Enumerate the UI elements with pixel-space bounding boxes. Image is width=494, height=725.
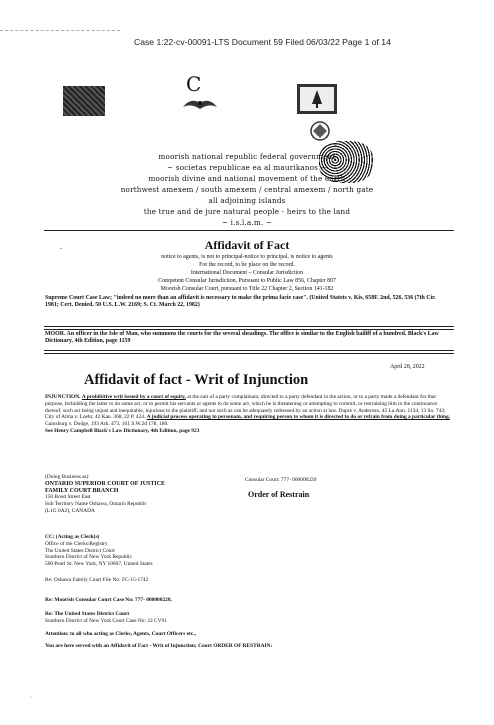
party-block [45,474,255,515]
crest-line-6: the true and de jure natural people - heirs to the land [143,207,351,216]
affidavit-title: Affidavit of Fact [204,238,290,252]
double-divider [44,326,454,330]
party-street: 150 Bond Street East [45,494,91,501]
consular-court-no: Consular Court: 777- 000000220 [245,477,317,483]
served-line: You are here served with an Affidavit of Fact - Writ of Injunction; Court ORDER OF RESTRAIN: [45,643,273,649]
left-flag-image [63,86,105,116]
re-oshawa: Re: Oshawa Family Court File No: FC-15-1742 [45,577,149,583]
affidavit-line-4: Competent Consular Jurisdiction, Pursuant to Public Law 856, Chapter 807 [158,278,336,284]
party-dba: (Doing Business as) [45,474,89,480]
document-date: April 28, 2022 [390,364,425,370]
divider [44,230,454,231]
re-moorish: Re: Moorish Consular Court Case No: 777- 000000220, [45,597,172,603]
injunction-body-2: Gainsburg v. Dodge, 193 Ark. 473, 101 S.W.2d 178, 180. [45,421,169,428]
injunction-underlined-2: A judicial process operating in personam, and requiring person to whom it is directed to do or refrain from doing a particular thing. [146,414,450,421]
stray-mark: , [30,693,32,699]
cc-acting: CC: (Acting as Clerk(s) [45,534,100,540]
injunction-see: See Henry Campbell Black's Law Dictionary, 4th Edition, page 923 [45,427,200,434]
crest-line-2: ~ societas republicae ea al maurikanos ~ [167,163,327,172]
cc-address: 500 Pearl St. New York, NY 10007, United States [45,561,153,568]
cc-block [45,534,305,568]
affidavit-line-1: notice to agents, is not to principal-notice to principal, is notice to agents [161,254,333,260]
top-divider [0,30,120,31]
party-territory: Sub Territory Name Oshawa, Ontario Republic [45,501,147,508]
injunction-lead: INJUNCTION. [45,394,81,400]
order-of-restrain: Order of Restrain [248,490,310,499]
party-branch: FAMILY COURT BRANCH [45,487,119,494]
party-court: ONTARIO SUPERIOR COURT OF JUSTICE [45,480,166,487]
re-usdc [45,611,167,625]
cc-district: Southern District of New York Republic [45,554,132,561]
crest-line-4: northwest amexem / south amexem / central amexem / north gate [120,185,374,194]
bullet-mark: - [60,246,62,252]
injunction-body-1: at the suit of a party complainant, directed to a party defendant in the action, or to a party made a defendant for that purpose, forbidding the latter to do some act, or to permit his servants or agents to do some act, which he is threatening or attempting to commit, or restraining him in the continuance thereof, such act being unjust and inequitable, injurious to the plaintiff, and not such as can be adequately redressed by an action at law. Dupre v. Anderson, 45 La.Ann. 1134, 13 So. 743; City of Alma v. Loehr, 42 Kan. 368, 22 P. 424. [45,394,446,421]
crest-line-3: moorish divine and national movement of the earth [148,174,346,183]
affidavit-line-2: For the record, to be place on the record. [199,262,295,268]
double-divider-2 [44,350,454,354]
re-usdc-line-2: Southern District of New York Court Case No: 22 CV91 [45,617,167,624]
supreme-court-quote: Supreme Court Case Law; "indeed no more than an affidavit is necessary to make the prima facie case". (United Statets v. Kis, 658F. 2nd, 526, 536 (7th Cir. 1981; Cert. Denied, 50 U.S. L.W. 2169; S. Ct. March 22, 1982) [45,295,436,309]
crest-line-5: all adjoining islands [208,196,286,205]
crest-line-1: moorish national republic federal government [158,152,336,161]
seal-crest-icon [307,119,333,143]
eagle-emblem-icon [181,95,219,113]
crest-line-7: ~ i.s.l.a.m. ~ [221,218,273,227]
case-header: Case 1:22-cv-00091-LTS Document 59 Filed 06/03/22 Page 1 of 14 [134,37,391,47]
writ-title: Affidavit of fact - Writ of Injunction [84,372,309,388]
injunction-paragraph [45,394,450,435]
injunction-underlined-1: A prohibitive writ issued by a court of equity, [81,394,186,400]
right-flag-image [297,84,337,114]
attention-line: Attention: to all who acting as Clerks, Agents, Court Officers etc., [45,631,196,637]
crescent-icon: C [186,72,202,96]
cc-office: Office of the Clerks/Registry [45,540,108,547]
party-postal: (L1G 0A2), CANADA [45,507,95,514]
affidavit-line-5: Moorish Consular Court, pursuant to Title 22 Chapter 2, Section 141-182 [160,286,334,292]
moor-definition: MOOR. An officer in the Isle of Man, who summons the courts for the several sheadings. The office is similar to the English bailiff of a hundred. Black's Law Dictionary, 4th Edition, page 1159 [45,331,439,345]
affidavit-line-3: International Document – Consular Jurisdiction [190,270,304,276]
cc-court: The United States District Court [45,547,115,554]
re-usdc-line-1: Re: The United States District Court [45,611,130,617]
